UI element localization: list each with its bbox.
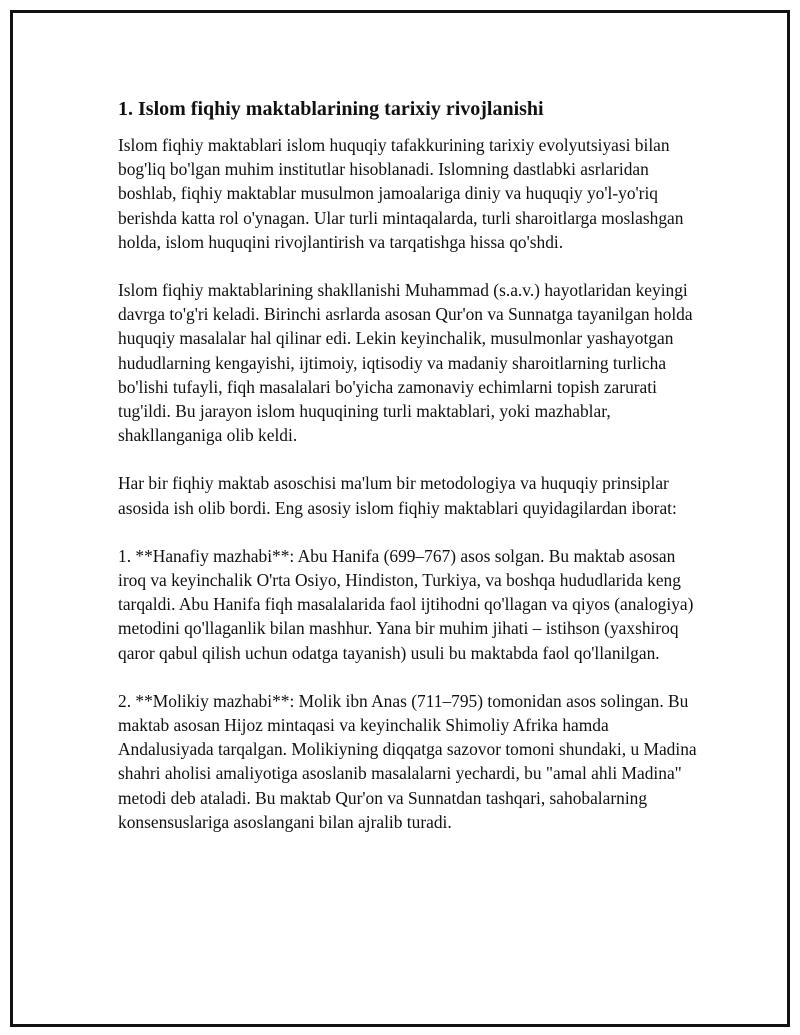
paragraph-hanafi: 1. **Hanafiy mazhabi**: Abu Hanifa (699–767) asos solgan. Bu maktab asosan iroq va keyinchalik O'rta Osiyo, Hindiston, Turkiya, va boshqa hududlarida keng tarqaldi. Abu Hanifa fiqh masalalarida faol ijtihodni qo'llagan va qiyos (analogiya) metodini qo'llaganlik bilan mashhur. Yana bir muhim jihati – istihson (yaxshiroq qaror qabul qilish uchun odatga tayanish) usuli bu maktabda faol qo'llanilgan. — [118, 545, 694, 663]
page-frame — [10, 10, 790, 1027]
section-heading: 1. Islom fiqhiy maktablarining tarixiy rivojlanishi — [118, 98, 544, 120]
paragraph-maliki: 2. **Molikiy mazhabi**: Molik ibn Anas (711–795) tomonidan asos solingan. Bu maktab asosan Hijoz mintaqasi va keyinchalik Shimoliy Afrika hamda Andalusiyada tarqalgan. Molikiyning diqqatga sazovor tomoni shundaki, u Madina shahri aholisi amaliyotiga asoslanib masalalarni yechardi, bu "amal ahli Madina" metodi deb ataladi. Bu maktab Qur'on va Sunnatdan tashqari, sahobalarning konsensuslariga asoslangani bilan ajralib turadi. — [118, 690, 697, 832]
paragraph-schools-list-intro: Har bir fiqhiy maktab asoschisi ma'lum bir metodologiya va huquqiy prinsiplar asosida ish olib bordi. Eng asosiy islom fiqhiy maktablari quyidagilardan iborat: — [118, 473, 677, 518]
paragraph-intro: Islom fiqhiy maktablari islom huquqiy tafakkurining tarixiy evolyutsiyasi bilan bog'liq bo'lgan muhim institutlar hisoblanadi. Islomning dastlabki asrlaridan boshlab, fiqhiy maktablar musulmon jamoalariga diniy va huquqiy yo'l-yo'riq berishda katta rol o'ynagan. Ular turli mintaqalarda, turli sharoitlarga moslashgan holda, islom huquqini rivojlantirish va tarqatishga hissa qo'shdi. — [118, 135, 684, 252]
document-body — [118, 96, 698, 858]
paragraph-formation: Islom fiqhiy maktablarining shakllanishi Muhammad (s.a.v.) hayotlaridan keyingi davrga to'g'ri keladi. Birinchi asrlarda asosan Qur'on va Sunnatga tayanilgan holda huquqiy masalalar hal qilinar edi. Lekin keyinchalik, musulmonlar yashayotgan hududlarning kengayishi, ijtimoiy, iqtisodiy va madaniy sharoitlarning turlicha bo'lishi tufayli, fiqh masalalari bo'yicha zamonaviy echimlarni topish zarurati tug'ildi. Bu jarayon islom huquqining turli maktablari, yoki mazhablar, shakllanganiga olib keldi. — [118, 280, 693, 446]
